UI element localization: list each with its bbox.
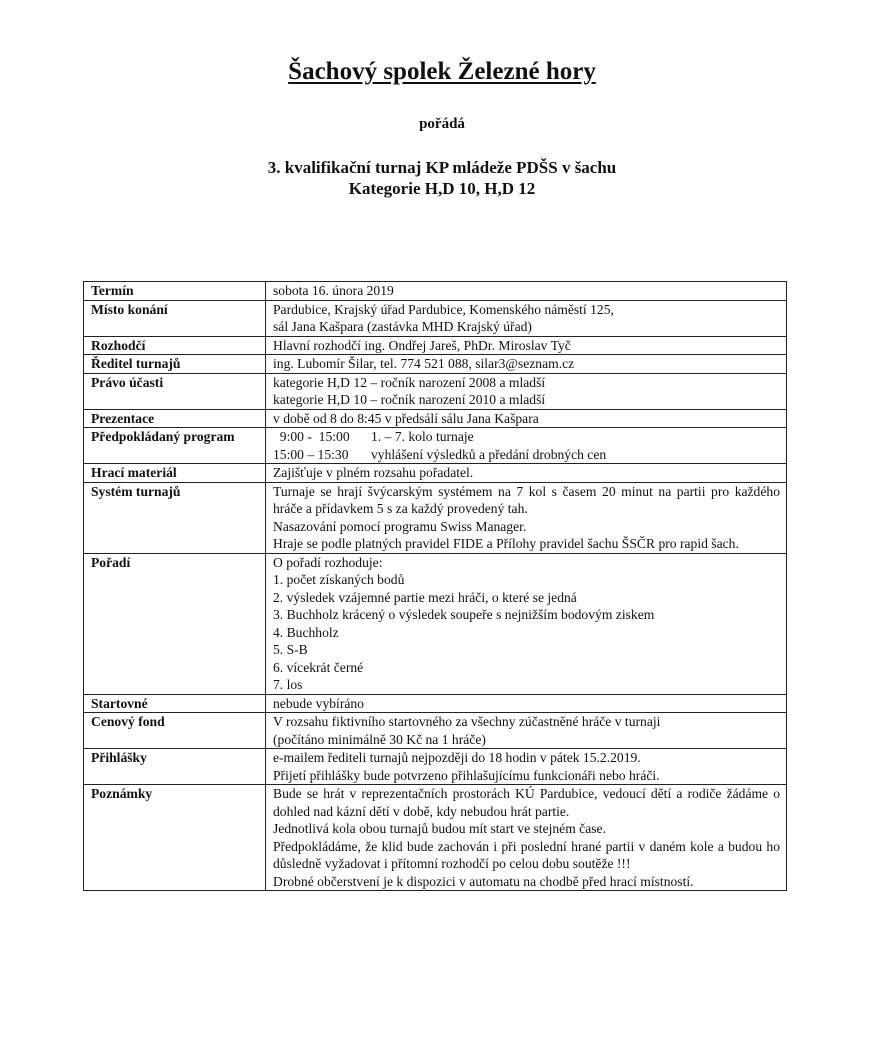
value-line: nebude vybíráno — [273, 695, 364, 711]
value-line: 7. los — [273, 677, 303, 692]
row-value — [266, 749, 787, 785]
row-value — [266, 373, 787, 409]
value-line: 5. S-B — [273, 642, 308, 657]
program-text: vyhlášení výsledků a předání drobných cen — [371, 446, 607, 462]
row-label: Poznámky — [84, 785, 266, 891]
value-line: Přijetí přihlášky bude potvrzeno přihlašujícímu funkcionáři nebo hráči. — [273, 767, 660, 783]
row-label: Startovné — [84, 694, 266, 713]
value-line: Jednotlivá kola obou turnajů budou mít start ve stejném čase. — [273, 821, 606, 836]
tournament-name: 3. kvalifikační turnaj KP mládeže PDŠS v šachu — [267, 158, 617, 177]
row-value — [266, 553, 787, 694]
row-label: Místo konání — [84, 300, 266, 336]
row-label: Předpokládaný program — [84, 428, 266, 464]
row-value — [266, 785, 787, 891]
table-row — [84, 464, 787, 483]
value-line: 2. výsledek vzájemné partie mezi hráči, o které se jedná — [273, 589, 577, 605]
program-time: 15:00 – 15:30 — [273, 446, 349, 462]
table-row — [84, 749, 787, 785]
row-label: Systém turnajů — [84, 482, 266, 553]
row-value — [266, 428, 787, 464]
table-row — [84, 409, 787, 428]
value-line: kategorie H,D 12 – ročník narození 2008 a mladší — [273, 374, 546, 390]
row-value — [266, 409, 787, 428]
program-time: 9:00 - 15:00 — [273, 429, 350, 444]
row-value — [266, 282, 787, 301]
table-row — [84, 694, 787, 713]
tournament-categories: Kategorie H,D 10, H,D 12 — [348, 179, 536, 198]
row-label: Termín — [84, 282, 266, 301]
tournament-heading — [0, 157, 884, 199]
table-row — [84, 713, 787, 749]
value-line: Turnaje se hrají švýcarským systémem na 7 kol s časem 20 minut na partii pro každého hráče a přídavkem 5 s za každý provedený tah. — [273, 483, 780, 516]
value-line: V rozsahu fiktivního startovného za všechny zúčastněné hráče v turnaji — [273, 714, 661, 729]
row-label: Rozhodčí — [84, 336, 266, 355]
row-value — [266, 355, 787, 374]
row-label: Cenový fond — [84, 713, 266, 749]
value-line: sobota 16. února 2019 — [273, 283, 394, 298]
program-line — [273, 428, 780, 446]
value-line: (počítáno minimálně 30 Kč na 1 hráče) — [273, 731, 486, 747]
value-line: kategorie H,D 10 – ročník narození 2010 a mladší — [273, 392, 546, 407]
program-text: 1. – 7. kolo turnaje — [371, 429, 474, 444]
tournament-info-table — [83, 281, 787, 891]
value-line: sál Jana Kašpara (zastávka MHD Krajský úřad) — [273, 319, 532, 334]
value-line: Hraje se podle platných pravidel FIDE a Přílohy pravidel šachu ŠSČR pro rapid šach. — [273, 536, 739, 551]
value-line: 3. Buchholz krácený o výsledek soupeře s nejnižším bodovým ziskem — [273, 607, 655, 622]
table-row — [84, 355, 787, 374]
table-row — [84, 300, 787, 336]
value-line: 6. vícekrát černé — [273, 659, 364, 675]
page-title: Šachový spolek Železné hory — [288, 58, 596, 85]
value-line: Zajišťuje v plném rozsahu pořadatel. — [273, 465, 474, 480]
value-line: Bude se hrát v reprezentačních prostorách KÚ Pardubice, vedoucí dětí a rodiče žádáme o dohled nad kázní dětí v době, kdy nebudou hrát partie. — [273, 786, 780, 819]
table-row — [84, 336, 787, 355]
value-line: Nasazování pomocí programu Swiss Manager. — [273, 518, 527, 534]
program-line — [273, 446, 780, 464]
value-line: ing. Lubomír Šilar, tel. 774 521 088, silar3@seznam.cz — [273, 356, 575, 371]
value-line: Předpokládáme, že klid bude zachován i při poslední hrané partii v daném kole a budou ho důsledně vyžadovat i přítomní rozhodčí po celou dobu soutěže !!! — [273, 838, 780, 871]
value-line: Drobné občerstvení je k dispozici v automatu na chodbě před hrací místností. — [273, 873, 694, 889]
table-row — [84, 553, 787, 694]
table-row — [84, 428, 787, 464]
table-row — [84, 282, 787, 301]
row-label: Ředitel turnajů — [84, 355, 266, 374]
value-line: Pardubice, Krajský úřad Pardubice, Komenského náměstí 125, — [273, 301, 614, 317]
row-value — [266, 464, 787, 483]
row-value — [266, 336, 787, 355]
value-line: Hlavní rozhodčí ing. Ondřej Jareš, PhDr. Miroslav Tyč — [273, 337, 571, 353]
table-row — [84, 482, 787, 553]
row-value — [266, 482, 787, 553]
value-line: 1. počet získaných bodů — [273, 572, 405, 587]
value-line: v době od 8 do 8:45 v předsálí sálu Jana Kašpara — [273, 410, 539, 426]
table-row — [84, 785, 787, 891]
row-label: Přihlášky — [84, 749, 266, 785]
value-line: e-mailem řediteli turnajů nejpozději do 18 hodin v pátek 15.2.2019. — [273, 750, 641, 765]
table-row — [84, 373, 787, 409]
value-line: 4. Buchholz — [273, 624, 339, 640]
row-value — [266, 300, 787, 336]
row-label: Hrací materiál — [84, 464, 266, 483]
row-value — [266, 694, 787, 713]
row-label: Pořadí — [84, 553, 266, 694]
row-value — [266, 713, 787, 749]
row-label: Právo účasti — [84, 373, 266, 409]
organizer-subtitle: pořádá — [419, 116, 465, 132]
row-label: Prezentace — [84, 409, 266, 428]
value-line: O pořadí rozhoduje: — [273, 554, 383, 570]
